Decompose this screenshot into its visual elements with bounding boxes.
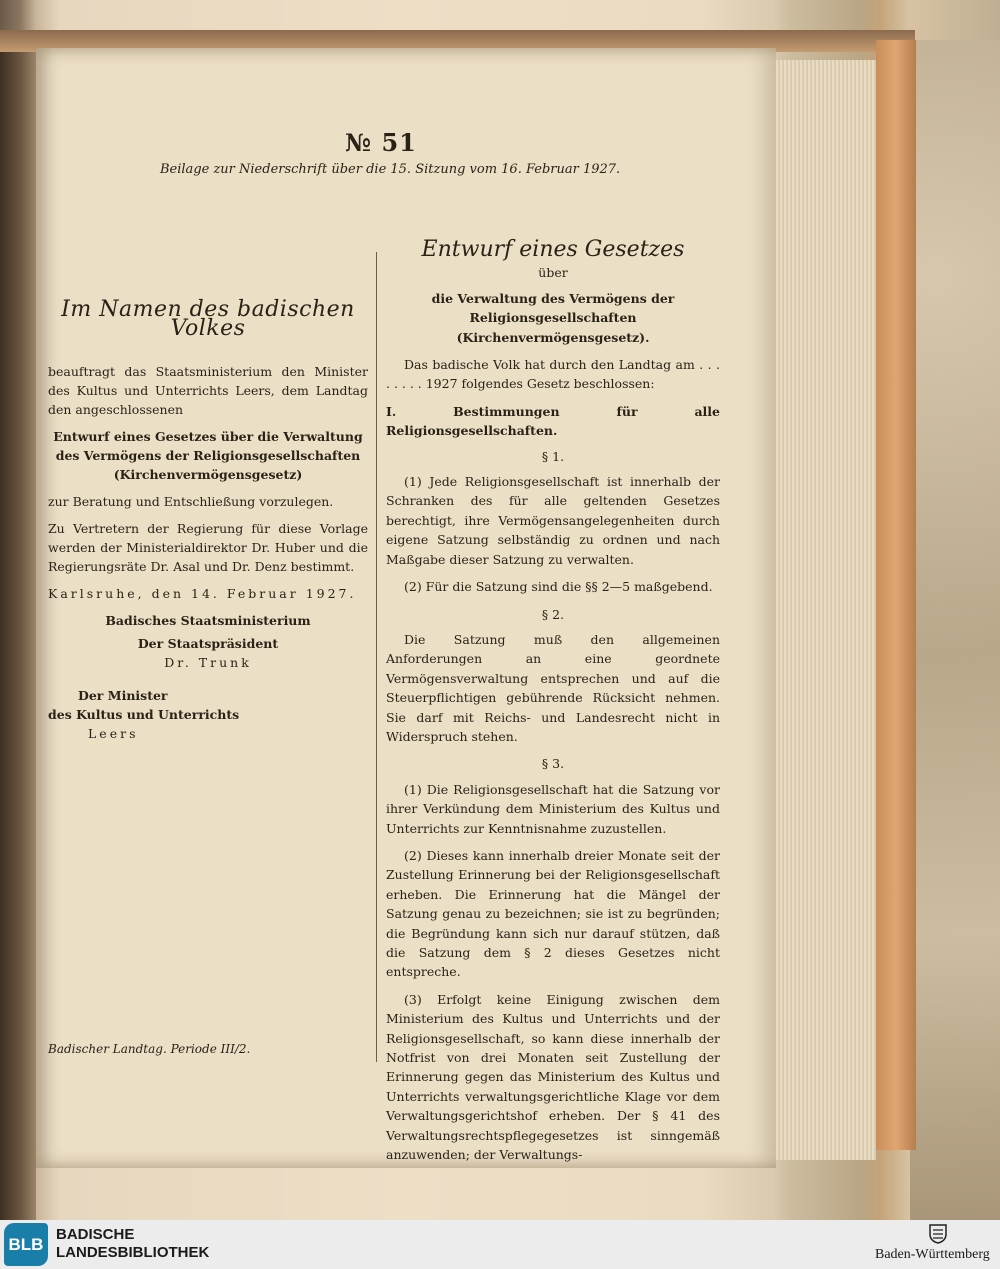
- minister-subtitle: des Kultus und Unterrichts: [48, 707, 240, 722]
- left-paragraph-3: Zu Vertretern der Regierung für diese Vorlage werden der Ministerialdirektor Dr. Huber und die Regierungsräte Dr. Asal und Dr. Denz bestimmt.: [48, 521, 368, 574]
- paragraph-3-clause-1: (1) Die Religionsgesellschaft hat die Satzung vor ihrer Verkündung dem Ministerium des Kultus und Unterrichts zur Kenntnisnahme zuzustellen.: [386, 781, 720, 836]
- paragraph-1-number: § 1.: [541, 448, 565, 464]
- paragraph-2-number: § 2.: [541, 606, 565, 622]
- paragraph-1-clause-1: (1) Jede Religionsgesellschaft ist innerhalb der Schranken des für alle geltenden Gesetzes berechtigt, ihre Vermögensangelegenheiten durch eigene Satzung selbständig zu ordnen und nach Maßgabe dieser Satzung zu verwalten.: [386, 474, 720, 567]
- right-column: [386, 237, 720, 1172]
- paragraph-3-clause-2: (2) Dieses kann innerhalb dreier Monate seit der Zustellung Erinnerung bei der Religionsgesellschaft erheben. Die Erinnerung hat die Mängel der Satzung genau zu bezeichnen; sie ist zu begründen; die Begründung kann sich nur darauf stützen, daß die Satzung dem § 2 dieses Gesetzes nicht entspreche.: [386, 847, 720, 980]
- paragraph-3-clause-3: (3) Erfolgt keine Einigung zwischen dem Ministerium des Kultus und Unterrichts und der Religionsgesellschaft, so kann diese innerhalb der Notfrist von drei Monaten seit Zustellung der Erinnerung gegen das Ministerium des Kultus und Unterrichts verwaltungsgerichtliche Klage vor dem Verwaltungsgerichtshof erheben. Der § 41 des Verwaltungsrechtspflegegesetzes ist sinngemäß anzuwenden; der Verwaltungs-: [386, 991, 720, 1163]
- president-title: Der Staatspräsident: [137, 636, 279, 651]
- bill-subject: die Verwaltung des Vermögens der Religionsgesellschaften (Kirchenvermögensgesetz).: [431, 290, 675, 345]
- page-footer: Badischer Landtag. Periode III/2.: [48, 1042, 251, 1056]
- paragraph-1-clause-2: (2) Für die Satzung sind die §§ 2—5 maßgebend.: [404, 579, 713, 595]
- bill-title: Entwurf eines Gesetzes: [421, 237, 685, 262]
- minister-title: Der Minister: [78, 688, 168, 703]
- book-spine: [0, 40, 36, 1220]
- left-column: [48, 297, 368, 743]
- document-number: № 51: [345, 128, 417, 157]
- left-paragraph-2: zur Beratung und Entschließung vorzulegen.: [48, 494, 334, 509]
- president-name: Dr. Trunk: [164, 655, 252, 670]
- place-date: Karlsruhe, den 14. Februar 1927.: [48, 586, 357, 601]
- library-name[interactable]: [56, 1226, 209, 1262]
- ministry-name: Badisches Staatsministerium: [105, 613, 311, 628]
- minister-signature: [48, 686, 368, 743]
- document-subtitle: Beilage zur Niederschrift über die 15. Sitzung vom 16. Februar 1927.: [160, 162, 621, 177]
- left-title: Im Namen des badischen Volkes: [61, 297, 355, 341]
- left-paragraph-1: beauftragt das Staatsministerium den Minister des Kultus und Unterrichts Leers, dem Landtag den angeschlossenen: [48, 364, 368, 417]
- library-name-line-1: BADISCHE: [56, 1226, 135, 1243]
- book-cover-right-edge: [876, 40, 916, 1150]
- bill-ueber: über: [538, 265, 568, 281]
- page-edges: [776, 60, 876, 1160]
- column-divider: [376, 252, 377, 1062]
- marbled-board: [910, 40, 1000, 1220]
- crest-icon: [927, 1222, 949, 1244]
- library-name-line-2: LANDESBIBLIOTHEK: [56, 1244, 210, 1261]
- minister-name: Leers: [88, 726, 139, 741]
- section-heading: I. Bestimmungen für alle Religionsgesellschaften.: [386, 403, 720, 439]
- left-bill-title: Entwurf eines Gesetzes über die Verwaltung des Vermögens der Religionsgesellschaften (Kirchenvermögensgesetz): [53, 429, 363, 482]
- paragraph-2-text: Die Satzung muß den allgemeinen Anforderungen an eine geordnete Vermögensverwaltung entsprechen und auf die Steuerpflichtigen gebührende Rücksicht nehmen. Sie darf mit Reichs- und Landesrecht nicht in Widerspruch stehen.: [386, 631, 720, 744]
- bill-intro: Das badische Volk hat durch den Landtag am . . . . . . . . 1927 folgendes Gesetz beschlossen:: [386, 357, 720, 392]
- paragraph-3-number: § 3.: [541, 756, 565, 772]
- blb-logo[interactable]: BLB: [4, 1223, 48, 1266]
- state-name[interactable]: Baden-Württemberg: [875, 1247, 990, 1262]
